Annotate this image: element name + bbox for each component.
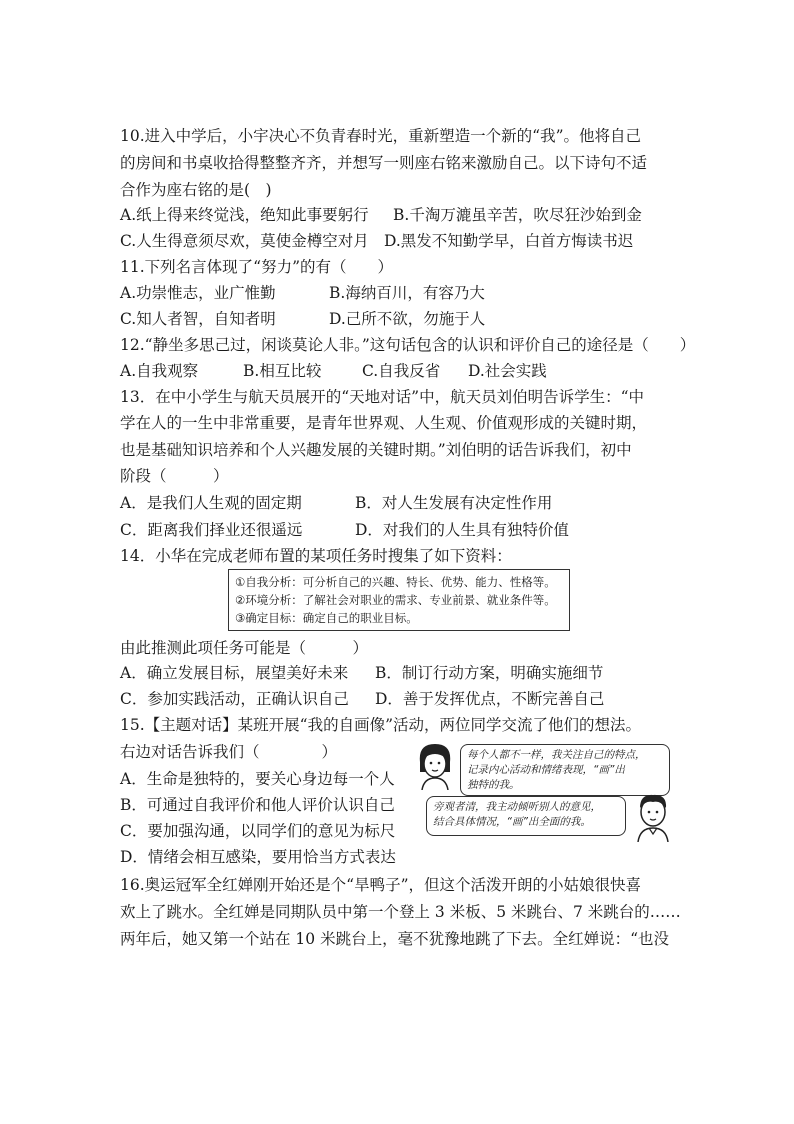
q14-material-box <box>228 569 570 631</box>
q10-option-a: A.纸上得来终觉浅，绝知此事要躬行 <box>120 206 369 224</box>
q13-option-a: A．是我们人生观的固定期 <box>120 494 302 512</box>
speech-bubble-girl <box>460 744 670 796</box>
q11-option-a: A.功崇惟志，业广惟勤 <box>120 284 276 302</box>
q13-option-d: D．对我们的人生具有独特价值 <box>355 521 569 539</box>
q13-stem-line-4: 阶段（ ） <box>120 467 229 485</box>
q14-material-line-3: ③确定目标：确定自己的职业目标。 <box>235 611 418 625</box>
q12-stem: 12.“静坐多思己过，闲谈莫论人非。”这句话包含的认识和评价自己的途径是（ ） <box>120 336 696 354</box>
q10-stem-line-3: 合作为座右铭的是( ) <box>120 181 272 199</box>
bubble-girl-line-1: 每个人都不一样，我关注自己的特点， <box>467 749 646 761</box>
bubble-boy-line-2: 结合具体情况，“画”出全面的我。 <box>433 816 591 828</box>
q15-option-c: C．要加强沟通，以同学们的意见为标尺 <box>120 822 396 840</box>
q11-option-c: C.知人者智，自知者明 <box>120 310 276 328</box>
q11-option-b: B.海纳百川，有容乃大 <box>329 284 485 302</box>
q13-option-b: B．对人生发展有决定性作用 <box>355 494 553 512</box>
q12-option-d: D.社会实践 <box>468 362 547 380</box>
speech-bubble-boy <box>426 796 626 836</box>
q10-stem-line-1: 10.进入中学后，小宇决心不负青春时光，重新塑造一个新的“我”。他将自己 <box>120 127 642 145</box>
q10-option-d: D.黑发不知勤学早，白首方悔读书迟 <box>384 232 634 250</box>
q14-option-a: A．确立发展目标，展望美好未来 <box>120 664 349 682</box>
bubble-girl-line-2: 记录内心活动和情绪表现，“画”出 <box>467 764 625 776</box>
q14-question: 由此推测此项任务可能是（ ） <box>120 639 369 657</box>
bubble-girl-line-3: 独特的我。 <box>467 779 520 791</box>
q12-option-a: A.自我观察 <box>120 362 199 380</box>
q14-option-b: B．制订行动方案，明确实施细节 <box>375 664 604 682</box>
q13-stem-line-3: 也是基础知识培养和个人兴趣发展的关键时期。”刘伯明的话告诉我们，初中 <box>120 441 632 459</box>
q14-material-line-2: ②环境分析：了解社会对职业的需求、专业前景、就业条件等。 <box>235 593 556 607</box>
q10-option-b: B.千淘万漉虽辛苦，吹尽狂沙始到金 <box>393 206 642 224</box>
girl-avatar-icon <box>412 740 458 790</box>
q12-option-b: B.相互比较 <box>243 362 322 380</box>
q13-stem-line-2: 学在人的一生中非常重要，是青年世界观、人生观、价值观形成的关键时期， <box>120 414 648 432</box>
q15-option-a: A．生命是独特的，要关心身边每一个人 <box>120 770 395 788</box>
q14-stem: 14．小华在完成老师布置的某项任务时搜集了如下资料： <box>120 547 512 565</box>
q10-option-c: C.人生得意须尽欢，莫使金樽空对月 <box>120 232 369 250</box>
q15-stem: 15.【主题对话】某班开展“我的自画像”活动，两位同学交流了他们的想法。 <box>120 716 642 734</box>
q13-option-c: C．距离我们择业还很遥远 <box>120 521 303 539</box>
q16-stem-line-3: 两年后，她又第一个站在 10 米跳台上，毫不犹豫地跳了下去。全红婵说：“也没 <box>120 930 670 948</box>
q10-stem-line-2: 的房间和书桌收拾得整整齐齐，并想写一则座右铭来激励自己。以下诗句不适 <box>120 154 648 172</box>
q14-option-d: D．善于发挥优点，不断完善自己 <box>375 690 605 708</box>
q15-question: 右边对话告诉我们（ ） <box>120 743 338 761</box>
q13-stem-line-1: 13．在中小学生与航天员展开的“天地对话”中，航天员刘伯明告诉学生：“中 <box>120 388 644 406</box>
q12-option-c: C.自我反省 <box>362 362 441 380</box>
q11-stem: 11.下列名言体现了“努力”的有（ ） <box>120 258 393 276</box>
q14-option-c: C．参加实践活动，正确认识自己 <box>120 690 349 708</box>
q16-stem-line-2: 欢上了跳水。全红婵是同期队员中第一个登上 3 米板、5 米跳台、7 米跳台的…… <box>120 903 681 921</box>
bubble-boy-line-1: 旁观者清，我主动倾听别人的意见， <box>433 801 601 813</box>
q16-stem-line-1: 16.奥运冠军全红婵刚开始还是个“旱鸭子”，但这个活泼开朗的小姑娘很快喜 <box>120 876 642 894</box>
q15-option-d: D．情绪会相互感染，要用恰当方式表达 <box>120 848 396 866</box>
q15-option-b: B．可通过自我评价和他人评价认识自己 <box>120 796 395 814</box>
q11-option-d: D.己所不欲，勿施于人 <box>329 310 486 328</box>
q14-material-line-1: ①自我分析：可分析自己的兴趣、特长、优势、能力、性格等。 <box>235 575 556 589</box>
boy-avatar-icon <box>630 790 676 842</box>
